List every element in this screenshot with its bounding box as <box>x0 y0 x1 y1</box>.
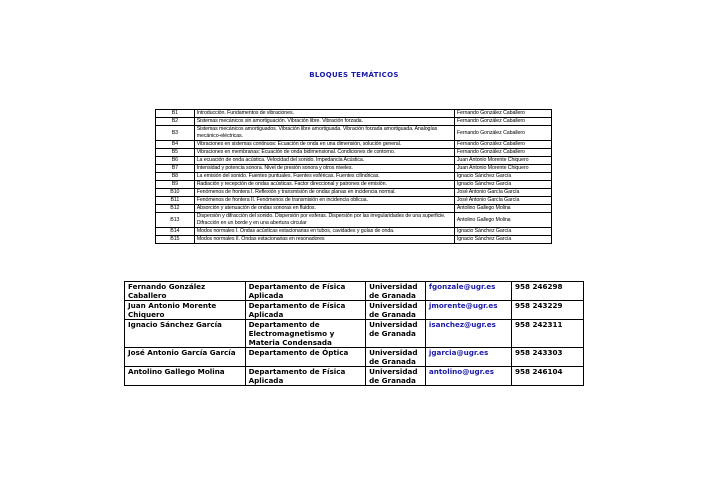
contact-name: Fernando González Caballero <box>125 282 246 301</box>
block-code: B6 <box>156 157 195 165</box>
block-description: Dispersión y difracción del sonido. Dispersión por esferas. Dispersión por las irregularidades de una superficie. Difracción en un borde y en una abertura circular <box>194 213 454 228</box>
block-description: Modos normales I. Ondas acústicas estacionarias en tubos, cavidades y guías de onda. <box>194 228 454 236</box>
block-description: Absorción y atenuación de ondas sonoras en fluidos. <box>194 205 454 213</box>
block-professor: Fernando González Caballero <box>454 110 551 118</box>
contact-name: Juan Antonio Morente Chiquero <box>125 301 246 320</box>
block-professor: Ignacio Sánchez García <box>454 181 551 189</box>
block-professor: Ignacio Sánchez García <box>454 236 551 244</box>
contact-department: Departamento de Óptica <box>245 348 366 367</box>
block-professor: Juan Antonio Morente Chiquero <box>454 165 551 173</box>
block-code: B7 <box>156 165 195 173</box>
contact-university: Universidad de Granada <box>366 282 426 301</box>
contact-university: Universidad de Granada <box>366 367 426 386</box>
block-row <box>156 173 552 181</box>
block-description: Sistemas mecánicos amortiguados. Vibración libre amortiguada. Vibración forzada amortiguada. Analogías mecánico-eléctricas. <box>194 126 454 141</box>
contact-phone: 958 243229 <box>512 301 584 320</box>
block-code: B15 <box>156 236 195 244</box>
contact-phone: 958 243303 <box>512 348 584 367</box>
block-row <box>156 141 552 149</box>
contact-name: José Antonio García García <box>125 348 246 367</box>
block-code: B9 <box>156 181 195 189</box>
contact-row <box>125 348 584 367</box>
block-code: B11 <box>156 197 195 205</box>
block-description: Sistemas mecánicos sin amortiguación. Vibración libre. Vibración forzada. <box>194 118 454 126</box>
contact-email-cell <box>425 348 511 367</box>
block-professor: Fernando González Caballero <box>454 149 551 157</box>
block-professor: José Antonio García García <box>454 197 551 205</box>
contact-phone: 958 246104 <box>512 367 584 386</box>
block-code: B12 <box>156 205 195 213</box>
block-row <box>156 213 552 228</box>
block-code: B3 <box>156 126 195 141</box>
thematic-blocks-table <box>155 109 552 244</box>
block-row <box>156 118 552 126</box>
block-professor: Antolino Gallego Molina <box>454 213 551 228</box>
block-professor: Juan Antonio Morente Chiquero <box>454 157 551 165</box>
block-professor: Fernando González Caballero <box>454 141 551 149</box>
contact-row <box>125 282 584 301</box>
block-description: Introducción. Fundamentos de vibraciones. <box>194 110 454 118</box>
contact-email-link[interactable]: jgarcia@ugr.es <box>428 348 489 357</box>
block-description: La emisión del sonido. Fuentes puntuales. Fuentes esféricas. Fuentes cilíndricas. <box>194 173 454 181</box>
block-description: Fenómenos de frontera II. Fenómenos de transmisión en incidencia oblicua. <box>194 197 454 205</box>
contact-university: Universidad de Granada <box>366 348 426 367</box>
block-description: La ecuación de onda acústica. Velocidad del sonido. Impedancia Acústica. <box>194 157 454 165</box>
contact-email-cell <box>425 320 511 348</box>
block-row <box>156 157 552 165</box>
block-row <box>156 205 552 213</box>
block-row <box>156 165 552 173</box>
contacts-table <box>124 281 584 386</box>
contact-department: Departamento de Física Aplicada <box>245 301 366 320</box>
section-title: BLOQUES TEMÁTICOS <box>309 71 399 79</box>
contact-email-cell <box>425 282 511 301</box>
block-description: Radiación y recepción de ondas acústicas. Factor direccional y patrones de emisión. <box>194 181 454 189</box>
block-code: B14 <box>156 228 195 236</box>
block-professor: José Antonio García García <box>454 189 551 197</box>
block-professor: Ignacio Sánchez García <box>454 173 551 181</box>
block-description: Fenómenos de frontera I. Reflexión y transmisión de ondas planas en incidencia normal. <box>194 189 454 197</box>
block-code: B2 <box>156 118 195 126</box>
contact-university: Universidad de Granada <box>366 301 426 320</box>
block-row <box>156 236 552 244</box>
contact-email-cell <box>425 367 511 386</box>
block-description: Vibraciones en sistemas continuos: Ecuación de onda en una dimensión, solución general. <box>194 141 454 149</box>
block-code: B4 <box>156 141 195 149</box>
block-row <box>156 197 552 205</box>
block-row <box>156 149 552 157</box>
block-code: B1 <box>156 110 195 118</box>
block-professor: Antolino Gallego Molina <box>454 205 551 213</box>
block-description: Vibraciones en membranas: Ecuación de onda bidimensional. Condiciones de contorno. <box>194 149 454 157</box>
block-description: Intensidad y potencia sonora. Nivel de presión sonora y otros niveles. <box>194 165 454 173</box>
block-code: B10 <box>156 189 195 197</box>
block-professor: Ignacio Sánchez García <box>454 228 551 236</box>
contact-department: Departamento de Física Aplicada <box>245 367 366 386</box>
contact-name: Ignacio Sánchez García <box>125 320 246 348</box>
contact-email-link[interactable]: isanchez@ugr.es <box>428 320 496 329</box>
block-professor: Fernando González Caballero <box>454 118 551 126</box>
contact-department: Departamento de Física Aplicada <box>245 282 366 301</box>
contact-department: Departamento de Electromagnetismo y Materia Condensada <box>245 320 366 348</box>
block-code: B13 <box>156 213 195 228</box>
contact-phone: 958 242311 <box>512 320 584 348</box>
block-row <box>156 126 552 141</box>
block-row <box>156 228 552 236</box>
block-code: B8 <box>156 173 195 181</box>
block-code: B5 <box>156 149 195 157</box>
contact-email-link[interactable]: jmorente@ugr.es <box>428 301 498 310</box>
block-row <box>156 189 552 197</box>
contact-email-link[interactable]: antolino@ugr.es <box>428 367 495 376</box>
contact-row <box>125 320 584 348</box>
contact-name: Antolino Gallego Molina <box>125 367 246 386</box>
contact-row <box>125 367 584 386</box>
contact-phone: 958 246298 <box>512 282 584 301</box>
block-row <box>156 181 552 189</box>
block-description: Modos normales II. Ondas estacionarias en resonadores <box>194 236 454 244</box>
contact-email-link[interactable]: fgonzale@ugr.es <box>428 282 496 291</box>
contact-email-cell <box>425 301 511 320</box>
block-row <box>156 110 552 118</box>
contact-row <box>125 301 584 320</box>
contact-university: Universidad de Granada <box>366 320 426 348</box>
block-professor: Fernando González Caballero <box>454 126 551 141</box>
